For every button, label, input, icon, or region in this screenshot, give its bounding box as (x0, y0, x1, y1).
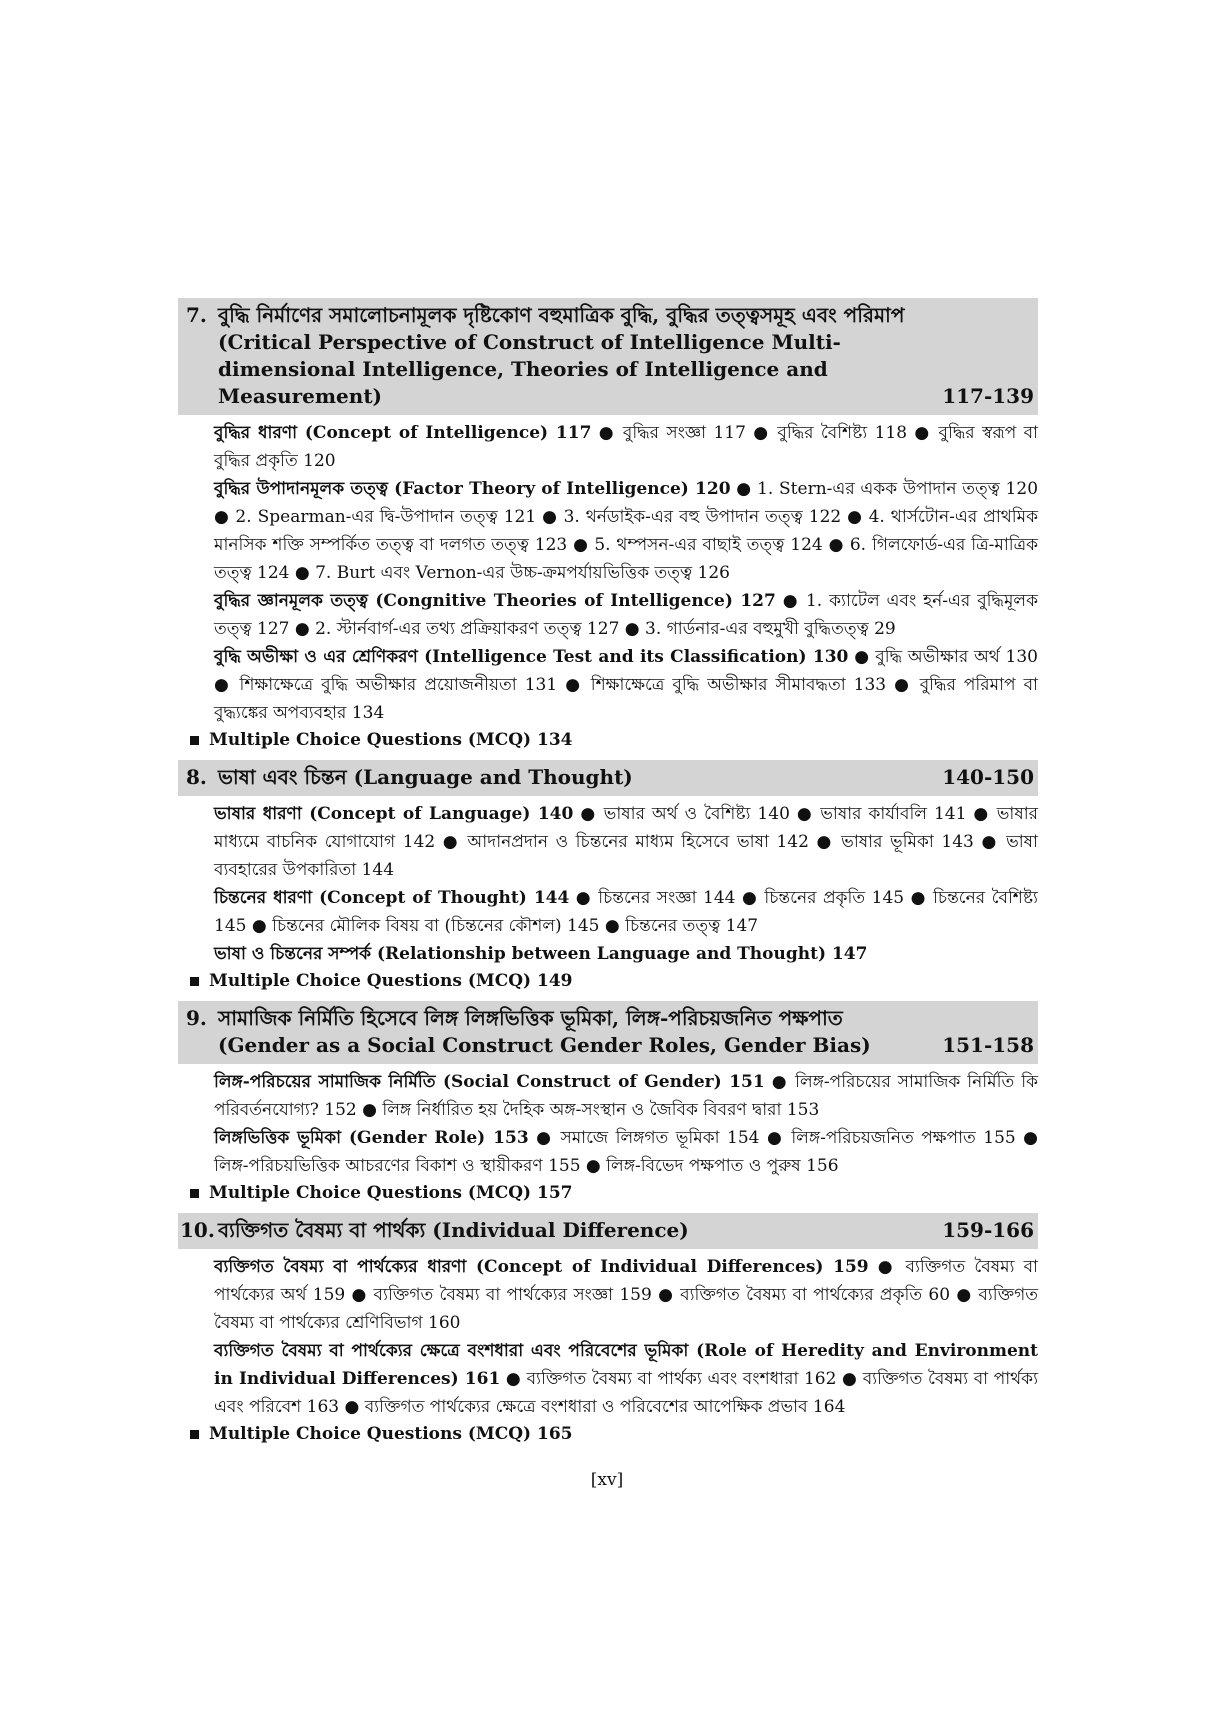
toc-entry (214, 1068, 1038, 1124)
entry-heading: লিঙ্গভিত্তিক ভূমিকা (Gender Role) 153 (214, 1128, 529, 1148)
mcq-line (190, 1180, 1038, 1207)
chapter-number: 7. (186, 303, 207, 327)
mcq-line (190, 727, 1038, 754)
mcq-label: Multiple Choice Questions (MCQ) 165 (209, 1424, 573, 1444)
toc-entry (214, 475, 1038, 587)
entry-heading: বুদ্ধির উপাদানমূলক তত্ত্ব (Factor Theory of Intelligence) 120 (214, 479, 731, 499)
toc-entry (214, 587, 1038, 643)
entry-text: ● সমাজে লিঙ্গগত ভূমিকা 154 ● লিঙ্গ-পরিচয়জনিত পক্ষপাত 155 ● লিঙ্গ-পরিচয়ভিত্তিক আচরণের বিকাশ ও স্থায়ীকরণ 155 ● লিঙ্গ-বিভেদ পক্ষপাত ও পুরুষ 156 (214, 1128, 1039, 1176)
toc-entry (214, 1124, 1038, 1180)
entry-heading: চিন্তনের ধারণা (Concept of Thought) 144 (214, 888, 570, 908)
entry-heading: বুদ্ধি অভীক্ষা ও এর শ্রেণিকরণ (Intelligence Test and its Classification) 130 (214, 647, 849, 667)
entry-text: ● ব্যক্তিগত বৈষম্য বা পার্থক্যের অর্থ 159 ● ব্যক্তিগত বৈষম্য বা পার্থক্যের সংজ্ঞা 159 ● ব্যক্তিগত বৈষম্য বা পার্থক্যের প্রকৃতি 60 ● ব্যক্তিগত বৈষম্য বা পার্থক্যের শ্রেণিবিভাগ 160 (214, 1257, 1038, 1333)
entry-heading: বুদ্ধির জ্ঞানমূলক তত্ত্ব (Congnitive Theories of Intelligence) 127 (214, 591, 776, 611)
square-bullet-icon (190, 1189, 199, 1198)
chapter-7 (178, 298, 1038, 754)
chapter-header (178, 1001, 1038, 1064)
chapter-8 (178, 760, 1038, 995)
chapter-10 (178, 1213, 1038, 1448)
mcq-label: Multiple Choice Questions (MCQ) 149 (209, 971, 573, 991)
entry-text: ● লিঙ্গ-পরিচয়ের সামাজিক নির্মিতি কি পরিবর্তনযোগ্য? 152 ● লিঙ্গ নির্ধারিত হয় দৈহিক অঙ্গ-সংস্থান ও জৈবিক বিবরণ দ্বারা 153 (214, 1072, 1038, 1120)
toc-entry (214, 940, 1038, 968)
chapter-number: 10. (180, 1218, 215, 1242)
mcq-label: Multiple Choice Questions (MCQ) 157 (209, 1183, 573, 1203)
entry-text: ● 1. ক্যাটেল এবং হর্ন-এর বুদ্ধিমূলক তত্ত্ব 127 ● 2. স্টার্নবার্গ-এর তথ্য প্রক্রিয়াকরণ তত্ত্ব 127 ● 3. গার্ডনার-এর বহুমুখী বুদ্ধিতত্ত্ব 29 (214, 591, 1038, 639)
entry-text: ● 1. Stern-এর একক উপাদান তত্ত্ব 120 ● 2. Spearman-এর দ্বি-উপাদান তত্ত্ব 121 ● 3. থর্নডাইক-এর বহু উপাদান তত্ত্ব 122 ● 4. থার্সটোন-এর প্রাথমিক মানসিক শক্তি সম্পর্কিত তত্ত্ব বা দলগত তত্ত্ব 123 ● 5. থম্পসন-এর বাছাই তত্ত্ব 124 ● 6. গিলফোর্ড-এর ত্রি-মাত্রিক তত্ত্ব 124 ● 7. Burt এবং Vernon-এর উচ্চ-ক্রমপর্যায়ভিত্তিক তত্ত্ব 126 (214, 479, 1039, 583)
toc-entry (214, 1337, 1038, 1421)
square-bullet-icon (190, 977, 199, 986)
entry-text: ● ব্যক্তিগত বৈষম্য বা পার্থক্য এবং বংশধারা 162 ● ব্যক্তিগত বৈষম্য বা পার্থক্য এবং পরিবেশ 163 ● ব্যক্তিগত পার্থক্যের ক্ষেত্রে বংশধারা ও পরিবেশের আপেক্ষিক প্রভাব 164 (214, 1369, 1039, 1417)
square-bullet-icon (190, 736, 199, 745)
chapter-page-range: 117-139 (942, 384, 1034, 408)
toc-entry (214, 643, 1038, 727)
chapter-header (178, 1213, 1038, 1249)
chapter-title: ভাষা এবং চিন্তন (Language and Thought) (218, 765, 633, 789)
entry-heading: ব্যক্তিগত বৈষম্য বা পার্থক্যের ক্ষেত্রে বংশধারা এবং পরিবেশের ভূমিকা (Role of Heredity and Environment in Individual Differences) 161 (214, 1341, 1038, 1389)
mcq-label: Multiple Choice Questions (MCQ) 134 (209, 730, 573, 750)
mcq-line (190, 1421, 1038, 1448)
entry-heading: ব্যক্তিগত বৈষম্য বা পার্থক্যের ধারণা (Concept of Individual Differences) 159 (214, 1257, 869, 1277)
chapter-header (178, 298, 1038, 415)
chapter-header (178, 760, 1038, 796)
entry-heading: ভাষা ও চিন্তনের সম্পর্ক (Relationship between Language and Thought) 147 (214, 944, 868, 964)
entry-heading: লিঙ্গ-পরিচয়ের সামাজিক নির্মিতি (Social Construct of Gender) 151 (214, 1072, 765, 1092)
chapter-page-range: 159-166 (942, 1218, 1034, 1242)
toc-entry (214, 419, 1038, 475)
entry-text: ● চিন্তনের সংজ্ঞা 144 ● চিন্তনের প্রকৃতি 145 ● চিন্তনের বৈশিষ্ট্য 145 ● চিন্তনের মৌলিক বিষয় বা (চিন্তনের কৌশল) 145 ● চিন্তনের তত্ত্ব 147 (214, 888, 1038, 936)
chapter-number: 9. (186, 1006, 207, 1030)
square-bullet-icon (190, 1430, 199, 1439)
entry-text: ● ভাষার অর্থ ও বৈশিষ্ট্য 140 ● ভাষার কার্যাবলি 141 ● ভাষার মাধ্যমে বাচনিক যোগাযোগ 142 ● আদানপ্রদান ও চিন্তনের মাধ্যম হিসেবে ভাষা 142 ● ভাষার ভূমিকা 143 ● ভাষা ব্যবহারের উপকারিতা 144 (214, 804, 1038, 880)
chapter-page-range: 140-150 (942, 765, 1034, 789)
mcq-line (190, 968, 1038, 995)
table-of-contents (178, 298, 1038, 1454)
page-number: [xv] (590, 1470, 624, 1490)
chapter-title: ব্যক্তিগত বৈষম্য বা পার্থক্য (Individual Difference) (218, 1218, 689, 1242)
chapter-title: বুদ্ধি নির্মাণের সমালোচনামূলক দৃষ্টিকোণ বহুমাত্রিক বুদ্ধি, বুদ্ধির তত্ত্বসমূহ এবং পরিমাপ (Critical Perspective of Construct of Intelligence Multi-dimensional Intelligence, Theories of Intelligence and Measurement) (218, 303, 905, 408)
entry-heading: ভাষার ধারণা (Concept of Language) 140 (214, 804, 574, 824)
entry-text: ● বুদ্ধির সংজ্ঞা 117 ● বুদ্ধির বৈশিষ্ট্য 118 ● বুদ্ধির স্বরূপ বা বুদ্ধির প্রকৃতি 120 (214, 423, 1038, 471)
chapter-page-range: 151-158 (942, 1033, 1034, 1057)
toc-entry (214, 884, 1038, 940)
chapter-9 (178, 1001, 1038, 1207)
toc-entry (214, 800, 1038, 884)
chapter-number: 8. (186, 765, 207, 789)
entry-text: ● বুদ্ধি অভীক্ষার অর্থ 130 ● শিক্ষাক্ষেত্রে বুদ্ধি অভীক্ষার প্রয়োজনীয়তা 131 ● শিক্ষাক্ষেত্রে বুদ্ধি অভীক্ষার সীমাবদ্ধতা 133 ● বুদ্ধির পরিমাপ বা বুদ্ধ্যঙ্কের অপব্যবহার 134 (214, 647, 1038, 723)
entry-heading: বুদ্ধির ধারণা (Concept of Intelligence) 117 (214, 423, 592, 443)
toc-entry (214, 1253, 1038, 1337)
chapter-title: সামাজিক নির্মিতি হিসেবে লিঙ্গ লিঙ্গভিত্তিক ভূমিকা, লিঙ্গ-পরিচয়জনিত পক্ষপাত (Gender as a Social Construct Gender Roles, Gender Bias) (218, 1006, 871, 1057)
